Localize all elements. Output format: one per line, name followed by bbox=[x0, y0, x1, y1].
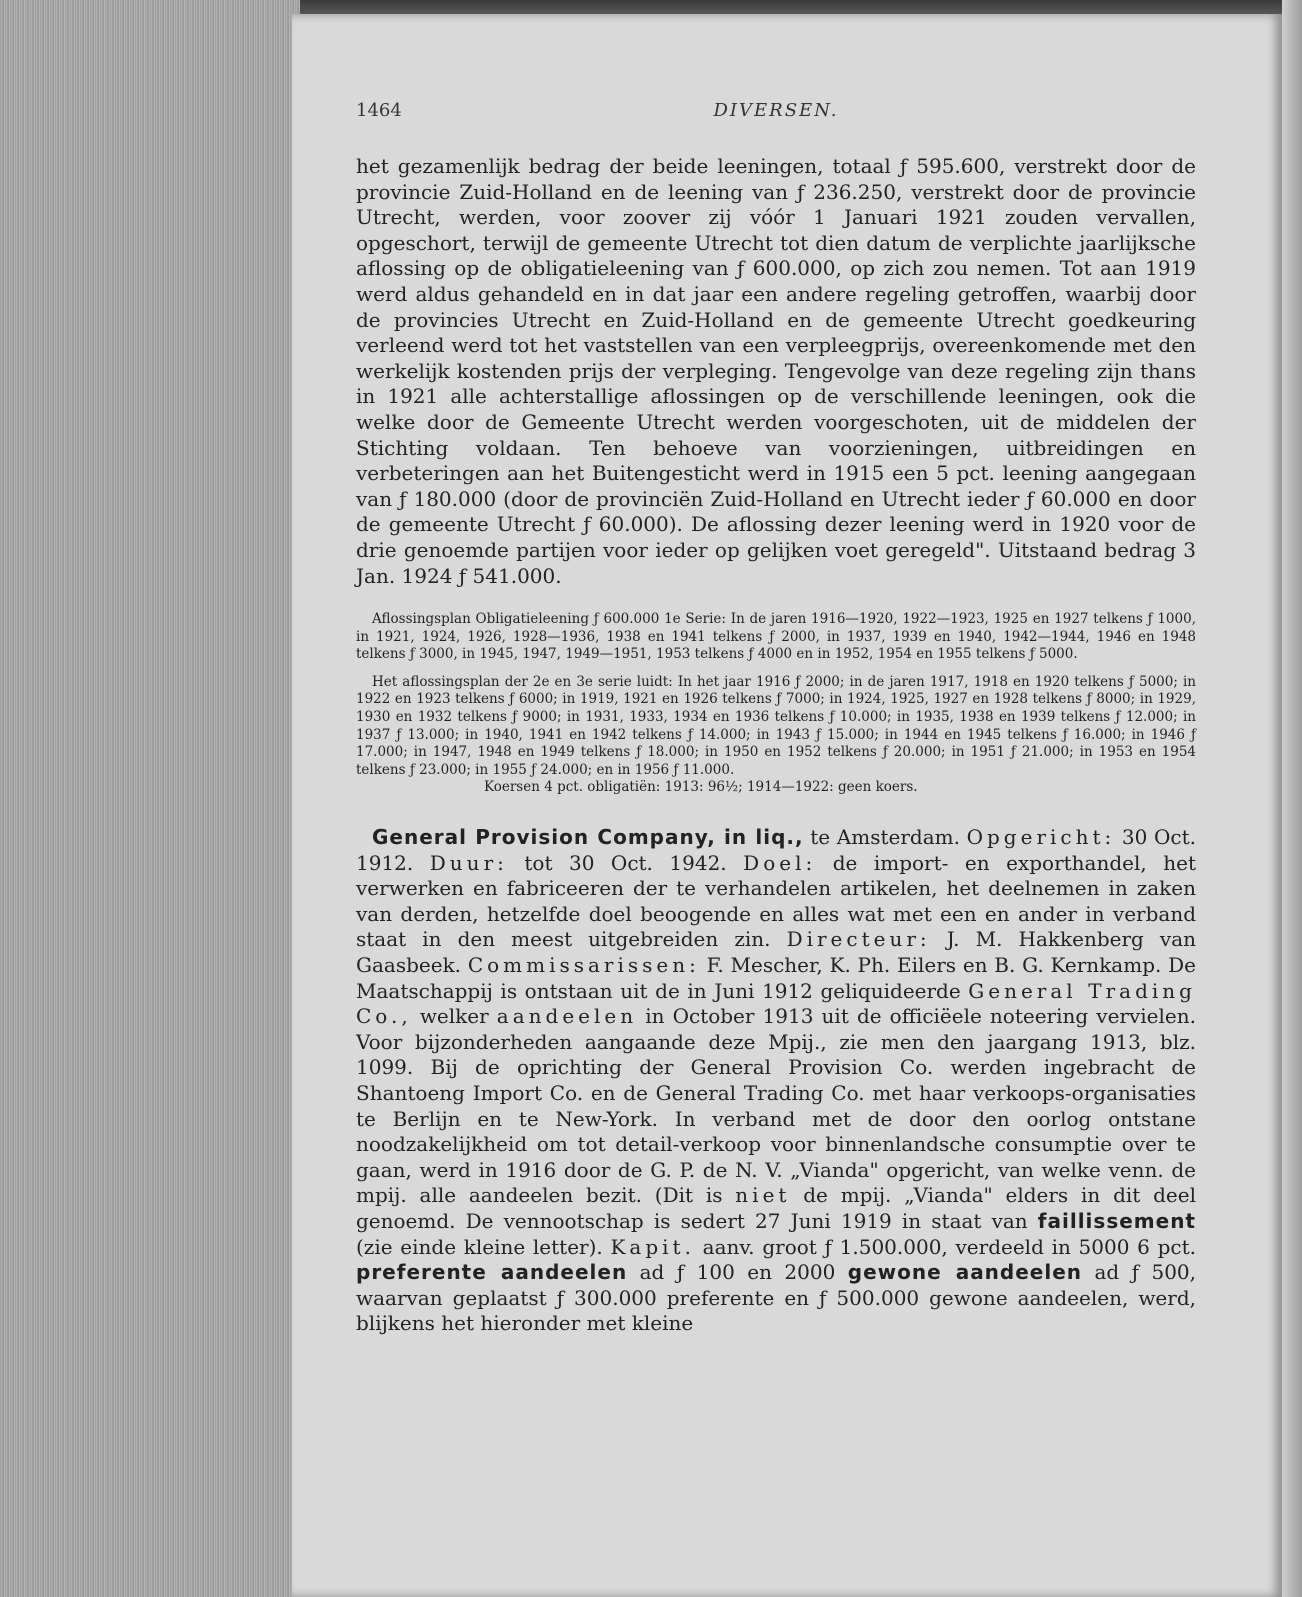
label-doel: Doel: bbox=[743, 850, 817, 875]
text-segment: J. M. Hakkenberg van Gaasbeek. bbox=[356, 927, 1197, 977]
paragraph-repayment-plan-first-series: Aflossingsplan Obligatieleening ƒ 600.000 1e Serie: In de jaren 1916—1920, 1922—1923, 1925 en 1927 telkens ƒ 1000, in 1921, 1924, 1926, 1928—1936, 1938 en 1941 telkens ƒ 2000, in 1937, 1939 en 1940, 1942—1944, 1946 en 1948 telkens ƒ 3000, in 1945, 1947, 1949—1951, 1953 telkens ƒ 4000 en in 1952, 1954 en 1955 telkens ƒ 5000. bbox=[356, 611, 1196, 663]
label-gewone-aandeelen: gewone aandeelen bbox=[847, 1260, 1083, 1285]
text-segment: (zie einde kleine letter). bbox=[356, 1234, 611, 1259]
paragraph-repayment-plan-second-third-series: Het aflossingsplan der 2e en 3e serie luidt: In het jaar 1916 ƒ 2000; in de jaren 1917, 1918 en 1920 telkens ƒ 5000; in 1922 en 1923 telkens ƒ 6000; in 1919, 1921 en 1926 telkens ƒ 7000; in 1924, 1925, 1927 en 1928 telkens ƒ 8000; in 1929, 1930 en 1932 telkens ƒ 9000; in 1931, 1933, 1934 en 1936 telkens ƒ 10.000; in 1935, 1938 en 1939 telkens ƒ 12.000; in 1937 ƒ 13.000; in 1940, 1941 en 1942 telkens ƒ 14.000; in 1943 ƒ 15.000; in 1944 en 1945 telkens ƒ 16.000; in 1946 ƒ 17.000; in 1947, 1948 en 1949 telkens ƒ 18.000; in 1950 en 1952 telkens ƒ 20.000; in 1951 ƒ 21.000; in 1953 en 1954 telkens ƒ 23.000; in 1955 ƒ 24.000; en in 1956 ƒ 11.000. bbox=[356, 673, 1196, 778]
label-niet: niet bbox=[735, 1183, 791, 1208]
text-segment: de mpij. „Vianda" elders in dit deel genoemd. De vennootschap is sedert 27 Juni 1919 in staat van bbox=[356, 1183, 1196, 1233]
text-segment: de import- en exporthandel, het verwerken en fabriceeren der te verhandelen artikelen, het deelnemen in zaken van derden, hetzelfde doel beoogende en alles wat met een en ander in verband staat in den meest uitgebreiden zin. bbox=[356, 850, 1196, 952]
text-segment: 30 Oct. 1912. bbox=[356, 825, 1197, 875]
paragraph-loan-history: het gezamenlijk bedrag der beide leeningen, totaal ƒ 595.600, verstrekt door de provincie Zuid-Holland en de leening van ƒ 236.250, verstrekt door de provincie Utrecht, werden, voor zoover zij vóór 1 Januari 1921 zouden vervallen, opgeschort, terwijl de gemeente Utrecht tot dien datum de verplichte jaarlijksche aflossing op de obligatieleening van ƒ 600.000, op zich zou nemen. Tot aan 1919 werd aldus gehandeld en in dat jaar een andere regeling getroffen, waarbij door de provincies Utrecht en Zuid-Holland en de gemeente Utrecht goedkeuring verleend werd tot het vaststellen van een verpleegprijs, overeenkomende met den werkelijk kostenden prijs der verpleging. Tengevolge van deze regeling zijn thans in 1921 alle achterstallige aflossingen op de verschillende leeningen, ook die welke door de Gemeente Utrecht werden voorgeschoten, uit de middelen der Stichting voldaan. Ten behoeve van voorzieningen, uitbreidingen en verbeteringen aan het Buitengesticht werd in 1915 een 5 pct. leening aangegaan van ƒ 180.000 (door de provinciën Zuid-Holland en Utrecht ieder ƒ 60.000 en door de gemeente Utrecht ƒ 60.000). De aflossing dezer leening werd in 1920 voor de drie genoemde partijen voor ieder op gelijken voet geregeld". Uitstaand bedrag 3 Jan. 1924 ƒ 541.000. bbox=[356, 154, 1196, 588]
label-preferente-aandeelen: preferente aandeelen bbox=[356, 1260, 628, 1285]
text-segment: ad ƒ 500, waarvan geplaatst ƒ 300.000 preferente en ƒ 500.000 gewone aandeelen, werd, blijkens het hieronder met kleine bbox=[356, 1260, 1197, 1336]
label-faillissement: faillissement bbox=[1037, 1208, 1196, 1233]
label-duur: Duur: bbox=[429, 850, 508, 875]
book-page-stack bbox=[0, 0, 300, 1597]
page-right-edge bbox=[1282, 0, 1302, 1597]
text-segment: in October 1913 uit de officiëele noteering vervielen. Voor bijzonderheden aangaande deze Mpij., zie men den jaargang 1913, blz. 1099. Bij de oprichting der General Provision Co. werden ingebracht de Shantoeng Import Co. en de General Trading Co. met haar verkoops-organisaties te Berlijn en te New-York. In verband met de door den oorlog ontstane noodzakelijkheid om tot detail-verkoop voor binnenlandsche consumptie over te gaan, werd in 1916 door de G. P. de N. V. „Vianda" opgericht, van welke venn. de mpij. alle aandeelen bezit. (Dit is bbox=[356, 1004, 1196, 1208]
label-kapitaal: Kapit. bbox=[610, 1234, 695, 1259]
text-segment: welker bbox=[411, 1004, 497, 1029]
running-head bbox=[356, 100, 1196, 130]
text-segment: aanv. groot ƒ 1.500.000, verdeeld in 5000 6 pct. bbox=[694, 1234, 1196, 1259]
text-segment: F. Mescher, K. Ph. Eilers en B. G. Kernkamp. De Maatschappij is ontstaan uit de in Juni 1912 geliquideerde bbox=[356, 953, 1196, 1003]
page-number: 1464 bbox=[356, 100, 402, 121]
page-content bbox=[356, 100, 1196, 1337]
label-general-trading: General Trading Co., bbox=[356, 978, 1196, 1029]
label-opgericht: Opgericht: bbox=[966, 825, 1116, 850]
paragraph-company-entry bbox=[356, 825, 1196, 1337]
text-segment: tot 30 Oct. 1942. bbox=[507, 850, 744, 875]
text-segment: ad ƒ 100 en 2000 bbox=[627, 1260, 848, 1285]
text-segment: te Amsterdam. bbox=[803, 825, 967, 850]
label-commissarissen: Commissarissen: bbox=[467, 953, 700, 977]
label-directeur: Directeur: bbox=[786, 927, 931, 952]
section-title: DIVERSEN. bbox=[713, 100, 839, 121]
company-heading: General Provision Company, in liq., bbox=[372, 825, 804, 850]
paragraph-koersen: Koersen 4 pct. obligatiën: 1913: 96½; 1914—1922: geen koers. bbox=[484, 779, 918, 796]
label-aandeelen: aandeelen bbox=[496, 1004, 638, 1029]
